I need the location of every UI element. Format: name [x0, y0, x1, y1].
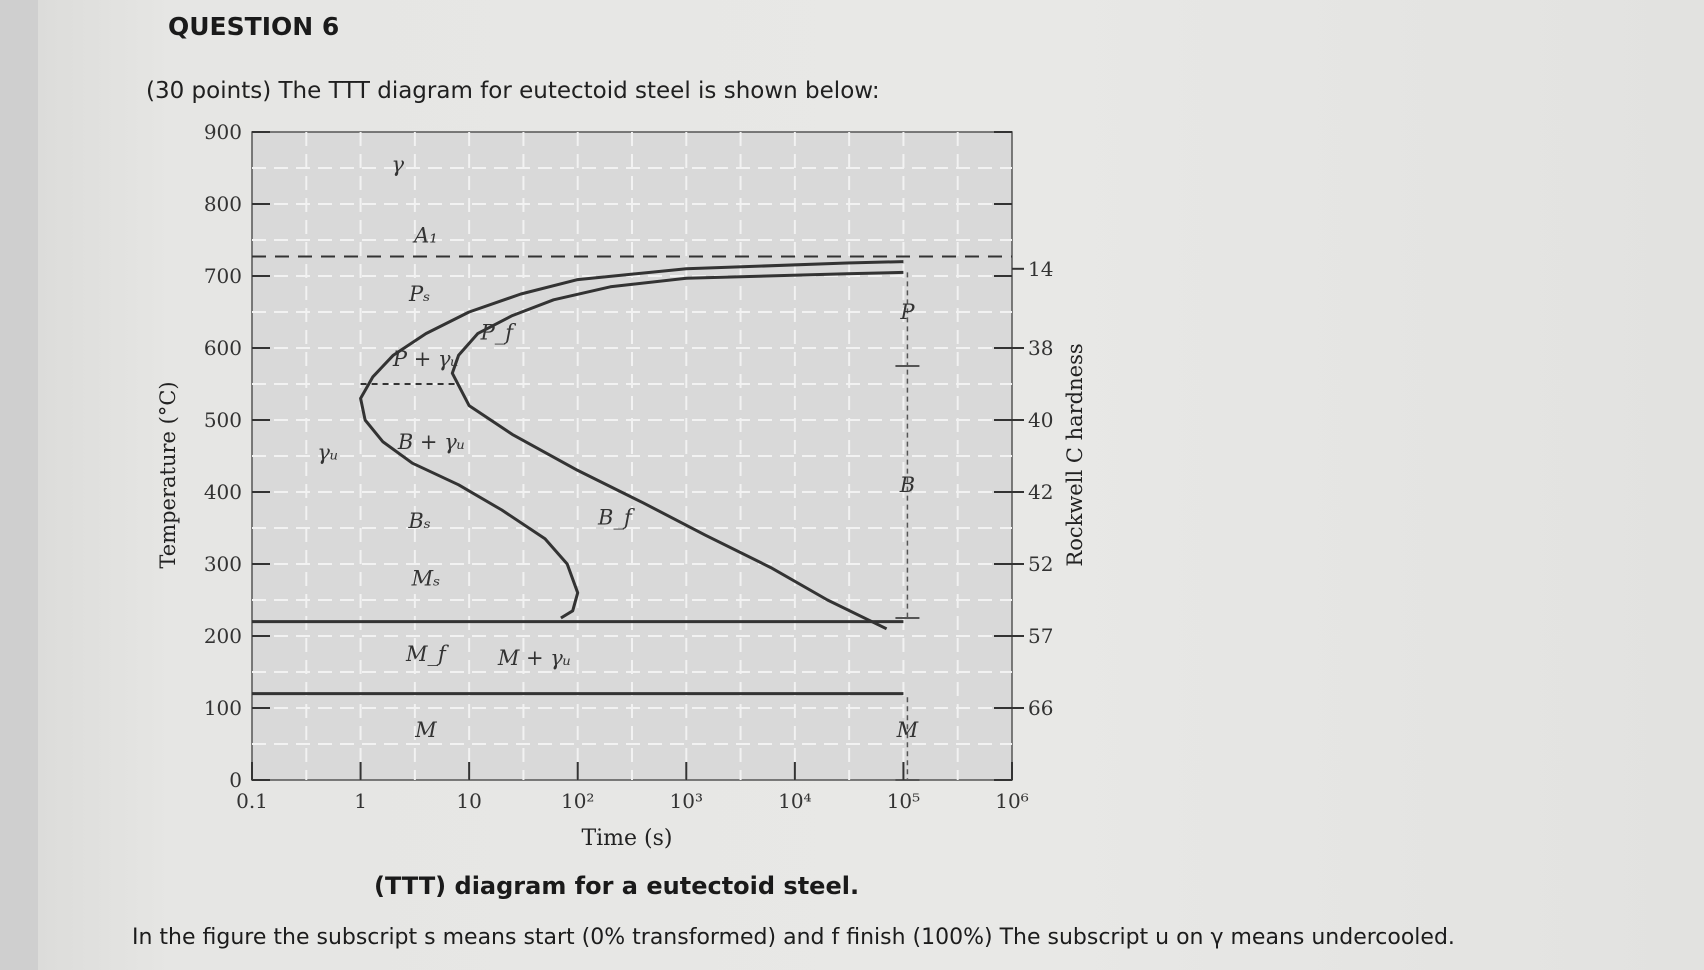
- y-tick-label: 800: [203, 192, 242, 216]
- y-axis-label: Temperature (°C): [156, 381, 180, 569]
- curve-label: P_f: [480, 320, 514, 345]
- y-tick-label: 200: [203, 624, 242, 648]
- reference-line-label: A₁: [414, 223, 438, 248]
- y-tick-label: 700: [203, 264, 242, 288]
- y-tick-label: 100: [203, 696, 242, 720]
- y-tick-label: 300: [203, 552, 242, 576]
- region-label: B + γᵤ: [397, 429, 466, 454]
- y-tick-label: 500: [203, 408, 242, 432]
- region-label: M: [415, 717, 437, 742]
- x-axis-label: Time (s): [581, 826, 673, 851]
- y-tick-label: 0: [229, 768, 242, 792]
- subscript-note: In the figure the subscript s means start (0% transformed) and f finish (100%) The subscript u on γ means undercooled.: [132, 925, 1455, 950]
- hardness-tick-label: 52: [1028, 552, 1054, 576]
- x-tick-label: 1: [354, 789, 367, 813]
- hardness-tick-label: 66: [1028, 696, 1054, 720]
- x-tick-label: 10³: [669, 789, 704, 813]
- hardness-axis-label: Rockwell C hardness: [1063, 343, 1087, 567]
- question-title: QUESTION 6: [168, 12, 340, 41]
- x-tick-label: 10⁴: [778, 789, 812, 813]
- region-label: γ: [391, 152, 405, 177]
- curve-label: Bₛ: [408, 509, 431, 533]
- x-tick-label: 10⁵: [886, 789, 921, 813]
- figure-caption: (TTT) diagram for a eutectoid steel.: [374, 872, 860, 900]
- product-bar-label: B: [899, 473, 916, 497]
- hardness-tick-label: 38: [1028, 336, 1054, 360]
- x-tick-label: 10: [456, 789, 482, 813]
- hardness-tick-label: 14: [1028, 256, 1054, 281]
- curve-label: M_f: [406, 642, 446, 667]
- hardness-tick-label: 40: [1028, 408, 1054, 432]
- x-tick-label: 10⁶: [995, 789, 1029, 813]
- curve-label: Pₛ: [409, 282, 431, 307]
- y-tick-label: 600: [203, 336, 242, 360]
- product-bar-label: M: [896, 717, 919, 742]
- product-bar-label: P: [900, 300, 915, 325]
- curve-label: B_f: [598, 505, 632, 530]
- curve-label: Mₛ: [411, 566, 441, 591]
- hardness-tick-label: 57: [1028, 624, 1054, 648]
- y-tick-label: 400: [203, 480, 242, 504]
- region-label: γᵤ: [317, 440, 339, 465]
- question-prompt: (30 points) The TTT diagram for eutectoid steel is shown below:: [146, 78, 880, 104]
- x-tick-label: 10²: [560, 789, 595, 813]
- region-label: M + γᵤ: [497, 645, 572, 670]
- x-tick-label: 0.1: [236, 789, 268, 813]
- y-tick-label: 900: [203, 120, 242, 144]
- hardness-tick-label: 42: [1028, 480, 1054, 504]
- region-label: P + γᵤ: [392, 347, 459, 371]
